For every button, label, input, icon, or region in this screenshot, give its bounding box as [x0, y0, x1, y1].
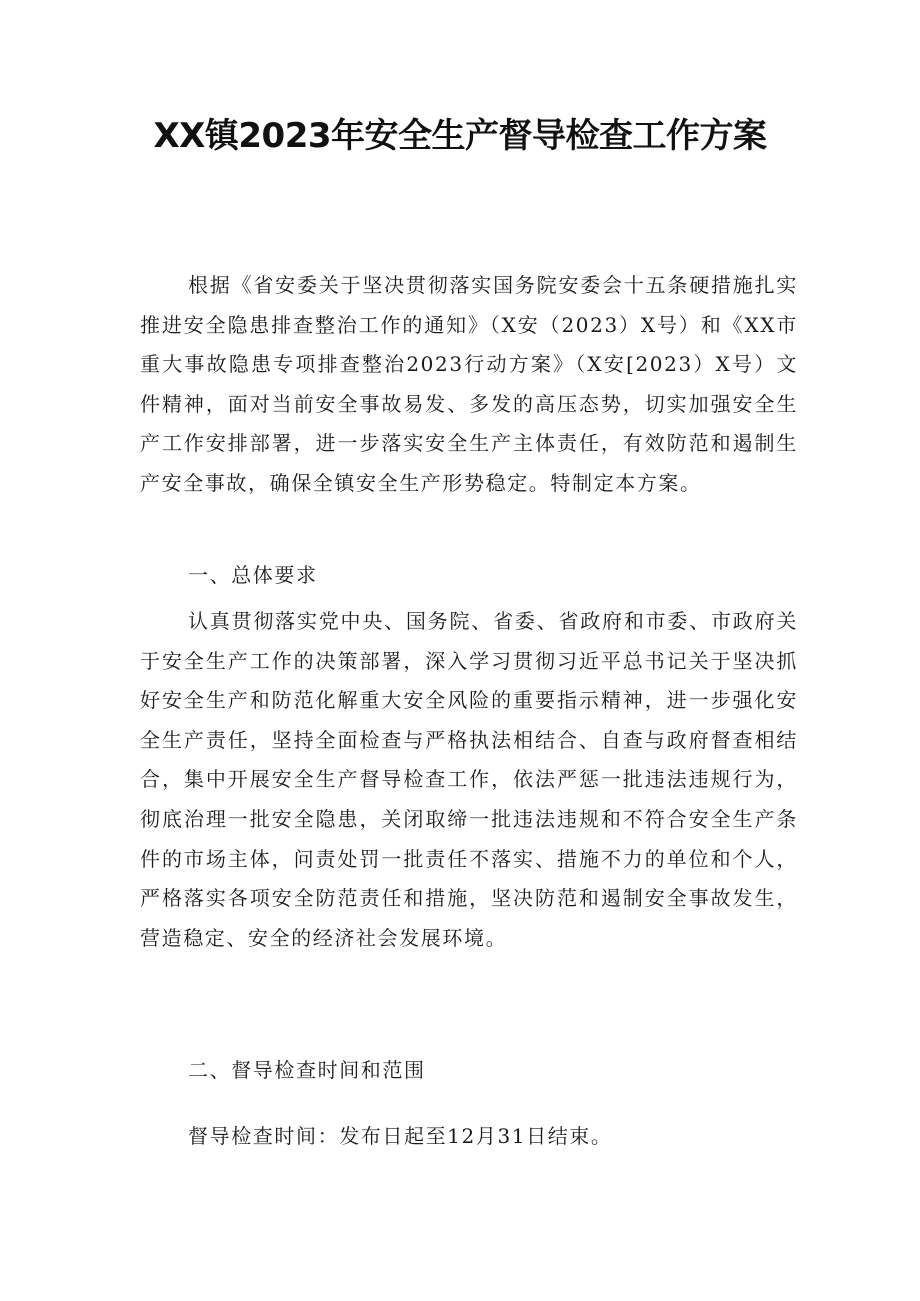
section-two-time-paragraph: 督导检查时间：发布日起至12月31日结束。	[188, 1124, 613, 1148]
section-one-paragraph-block	[140, 602, 798, 958]
intro-paragraph-block	[140, 266, 798, 504]
intro-paragraph: 根据《省安委关于坚决贯彻落实国务院安委会十五条硬措施扎实推进安全隐患排查整治工作的通知》（X安（2023）X号）和《XX市重大事故隐患专项排查整治2023行动方案》（X安[2023）X号）文件精神，面对当前安全事故易发、多发的高压态势，切实加强安全生产工作安排部署，进一步落实安全生产主体责任，有效防范和遏制生产安全事故，确保全镇安全生产形势稳定。特制定本方案。	[140, 273, 798, 495]
section-two-heading: 二、督导检查时间和范围	[188, 1058, 426, 1082]
section-one-heading: 一、总体要求	[188, 563, 318, 587]
section-one-paragraph: 认真贯彻落实党中央、国务院、省委、省政府和市委、市政府关于安全生产工作的决策部署，深入学习贯彻习近平总书记关于坚决抓好安全生产和防范化解重大安全风险的重要指示精神，进一步强化安全生产责任，坚持全面检查与严格执法相结合、自查与政府督查相结合，集中开展安全生产督导检查工作，依法严惩一批违法违规行为，彻底治理一批安全隐患，关闭取缔一批违法违规和不符合安全生产条件的市场主体，问责处罚一批责任不落实、措施不力的单位和个人，严格落实各项安全防范责任和措施，坚决防范和遏制安全事故发生，营造稳定、安全的经济社会发展环境。	[140, 609, 798, 950]
document-title: XX镇2023年安全生产督导检查工作方案	[153, 116, 767, 156]
